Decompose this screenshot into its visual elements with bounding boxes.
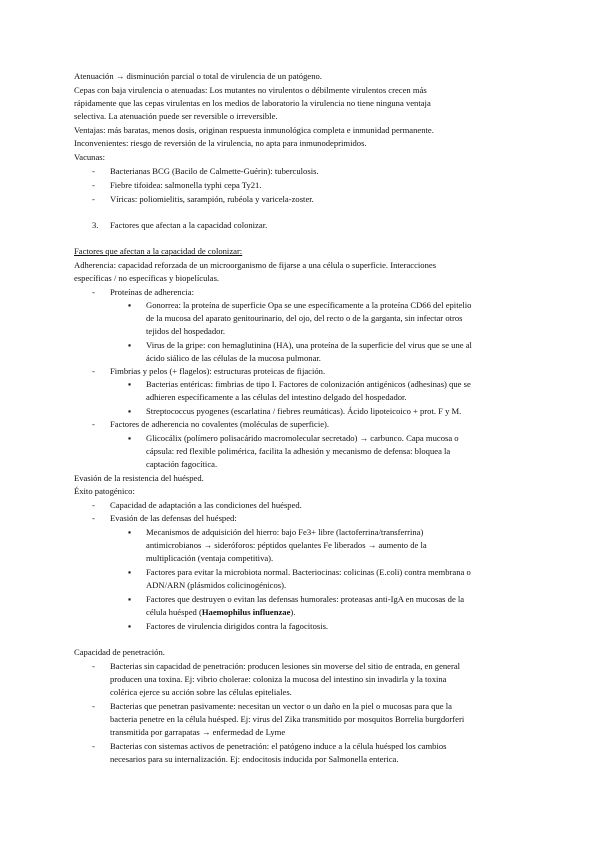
paragraph-line: Éxito patogénico: [74, 486, 135, 496]
dash-marker: - [92, 500, 95, 510]
sublist-item-cont: multiplicación (ventaja competitiva). [146, 553, 274, 563]
sublist-item-cont [146, 607, 295, 618]
dash-marker: - [92, 701, 95, 711]
sublist-item-cont: cápsula: red flexible polimérica, facilita la adhesión y mecanismo de defensa: bloquea la [146, 446, 451, 456]
text-run: ). [290, 607, 296, 617]
advantages-line: Ventajas: más baratas, menos dosis, originan respuesta inmunológica completa e inmunidad permanente. [74, 125, 434, 135]
sublist-item: Mecanismos de adquisición del hierro: bajo Fe3+ libre (lactoferrina/transferrina) [146, 527, 424, 537]
list-item-cont: bacteria penetre en la célula huésped. Ej: virus del Zika transmitido por mosquitos Borrelia burgdorferi [110, 714, 465, 724]
dash-marker: - [92, 166, 95, 176]
sublist-item-cont: de la mucosa del aparato genitourinario, del ojo, del recto o de la garganta, sin infectar otros [146, 313, 463, 323]
square-bullet-icon: ▪ [128, 567, 132, 577]
list-item: Bacterianas BCG (Bacilo de Calmette-Guérin): tuberculosis. [110, 166, 319, 176]
section-title: Factores que afectan a la capacidad colonizar. [110, 220, 268, 230]
square-bullet-icon: ▪ [128, 594, 132, 604]
sublist-item-cont: ADN/ARN (plásmidos colicinogénicos). [146, 580, 287, 590]
list-item: Bacterias que penetran pasivamente: necesitan un vector o un daño en la piel o mucosas para que la [110, 701, 452, 711]
sublist-item: Gonorrea: la proteína de superficie Opa se une específicamente a la proteína CD66 del epitelio [146, 300, 472, 310]
list-item: Evasión de las defensas del huésped: [110, 513, 237, 523]
sublist-item-cont: captación fagocítica. [146, 459, 218, 469]
attenuation-definition: Atenuación → disminución parcial o total de virulencia de un patógeno. [74, 71, 322, 81]
dash-marker: - [92, 194, 95, 204]
paragraph-line: específicas / no específicas y biopelículas. [74, 273, 220, 283]
square-bullet-icon: ▪ [128, 300, 132, 310]
paragraph-line: selectiva. La atenuación puede ser reversible o irreversible. [74, 111, 278, 121]
dash-marker: - [92, 513, 95, 523]
list-item-cont: necesarios para su internalización. Ej: endocitosis inducida por Salmonella enterica. [110, 754, 399, 764]
dash-marker: - [92, 741, 95, 751]
dash-marker: - [92, 180, 95, 190]
list-item: Bacterias con sistemas activos de penetración: el patógeno induce a la célula huésped los cambios [110, 741, 447, 751]
paragraph-line: Evasión de la resistencia del huésped. [74, 473, 204, 483]
list-item: Capacidad de adaptación a las condiciones del huésped. [110, 500, 302, 510]
dash-marker: - [92, 661, 95, 671]
sublist-item: Factores de virulencia dirigidos contra la fagocitosis. [146, 621, 329, 631]
sublist-item-cont: ácido siálico de las células de la mucosa pulmonar. [146, 353, 321, 363]
list-item: Proteínas de adherencia: [110, 287, 194, 297]
list-item-cont: transmitida por garrapatas → enfermedad de Lyme [110, 727, 286, 737]
list-item-cont: producen una toxina. Ej: vibrio cholerae: coloniza la mucosa del intestino sin invadirla y la toxina [110, 674, 447, 684]
dash-marker: - [92, 366, 95, 376]
square-bullet-icon: ▪ [128, 379, 132, 389]
square-bullet-icon: ▪ [128, 406, 132, 416]
vaccines-label: Vacunas: [74, 152, 106, 162]
paragraph-line: Cepas con baja virulencia o atenuadas: Los mutantes no virulentos o débilmente virulentos crecen más [74, 85, 427, 95]
paragraph-heading: Capacidad de penetración. [74, 647, 165, 657]
square-bullet-icon: ▪ [128, 621, 132, 631]
dash-marker: - [92, 287, 95, 297]
list-item: Fiebre tifoidea: salmonella typhi cepa Ty21. [110, 180, 262, 190]
sublist-item-cont: antimicrobianos → sideróforos: péptidos quelantes Fe liberados → aumento de la [146, 540, 427, 550]
sublist-item: Factores para evitar la microbiota normal. Bacteriocinas: colicinas (E.coli) contra membrana o [146, 567, 471, 577]
section-number: 3. [92, 220, 99, 230]
list-item: Fimbrias y pelos (+ flagelos): estructuras proteicas de fijación. [110, 366, 326, 376]
dash-marker: - [92, 419, 95, 429]
sublist-item: Factores que destruyen o evitan las defensas humorales: proteasas anti-IgA en mucosas de la [146, 594, 465, 604]
sublist-item: Virus de la gripe: con hemaglutinina (HA), una proteína de la superficie del virus que se une al [146, 340, 472, 350]
list-item: Factores de adherencia no covalentes (moléculas de superficie). [110, 419, 330, 429]
square-bullet-icon: ▪ [128, 340, 132, 350]
list-item: Víricas: poliomielitis, sarampión, rubéola y varicela-zoster. [110, 194, 314, 204]
list-item-cont: colérica ejerce su acción sobre las células epiteliales. [110, 687, 292, 697]
section-heading: Factores que afectan a la capacidad de colonizar: [74, 246, 243, 256]
sublist-item-cont: adhieren específicamente a las células del intestino delgado del hospedador. [146, 392, 407, 402]
text-run: célula huésped ( [146, 607, 202, 617]
sublist-item: Bacterias entéricas: fimbrias de tipo I. Factores de colonización antigénicos (adhesinas) que se [146, 379, 471, 389]
paragraph-line: rápidamente que las cepas virulentas en los medios de laboratorio la virulencia no tiene ninguna ventaja [74, 98, 431, 108]
list-item: Bacterias sin capacidad de penetración: producen lesiones sin moverse del sitio de entrada, en general [110, 661, 461, 671]
paragraph-line: Adherencia: capacidad reforzada de un microorganismo de fijarse a una célula o superficie. Interacciones [74, 260, 437, 270]
square-bullet-icon: ▪ [128, 527, 132, 537]
sublist-item: Glicocálix (polímero polisacárido macromolecular secretado) → carbunco. Capa mucosa o [146, 433, 459, 443]
disadvantages-line: Inconvenientes: riesgo de reversión de la virulencia, no apta para inmunodeprimidos. [74, 138, 367, 148]
sublist-item-cont: tejidos del hospedador. [146, 326, 226, 336]
square-bullet-icon: ▪ [128, 433, 132, 443]
sublist-item: Streptococcus pyogenes (escarlatina / fiebres reumáticas). Ácido lipoteicoico + prot. F y M. [146, 406, 462, 416]
organism-name-bold: Haemophilus influenzae [201, 607, 291, 617]
